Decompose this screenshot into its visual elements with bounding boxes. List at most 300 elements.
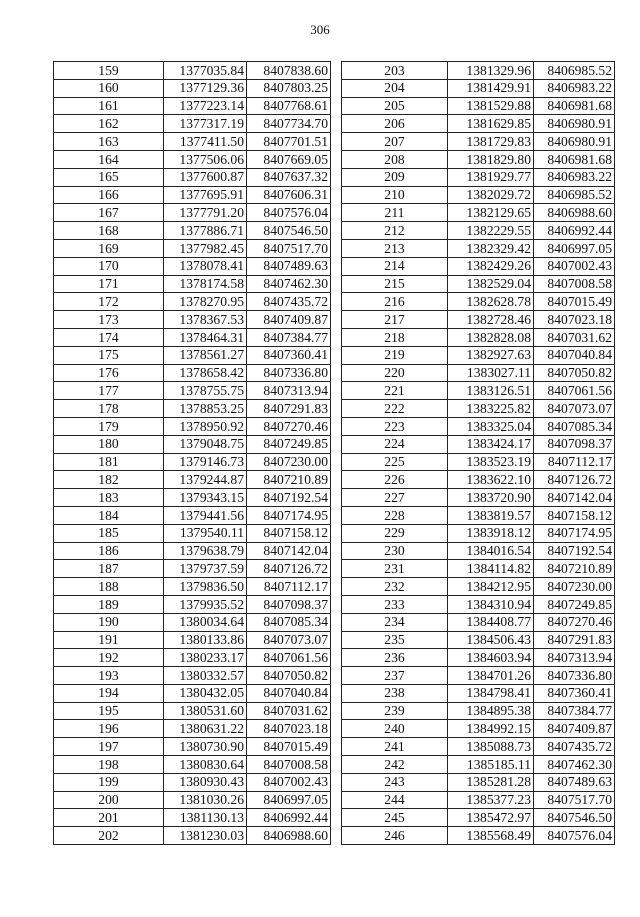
point-number-cell: 187 xyxy=(54,560,164,578)
table-row xyxy=(342,453,615,471)
x-coordinate-cell: 1377317.19 xyxy=(164,115,247,133)
x-coordinate-cell: 1378174.58 xyxy=(164,275,247,293)
y-coordinate-cell: 8407803.25 xyxy=(247,79,331,97)
point-number-cell: 159 xyxy=(54,62,164,80)
table-row xyxy=(342,222,615,240)
point-number-cell: 218 xyxy=(342,328,448,346)
point-number-cell: 223 xyxy=(342,417,448,435)
table-row xyxy=(54,720,331,738)
table-row xyxy=(54,809,331,827)
y-coordinate-cell: 8406988.60 xyxy=(534,204,615,222)
table-row xyxy=(342,578,615,596)
point-number-cell: 167 xyxy=(54,204,164,222)
y-coordinate-cell: 8407360.41 xyxy=(247,346,331,364)
x-coordinate-cell: 1382229.55 xyxy=(448,222,534,240)
table-row xyxy=(342,382,615,400)
table-row xyxy=(54,328,331,346)
table-row xyxy=(54,97,331,115)
y-coordinate-cell: 8407517.70 xyxy=(534,791,615,809)
x-coordinate-cell: 1382429.26 xyxy=(448,257,534,275)
y-coordinate-cell: 8407015.49 xyxy=(534,293,615,311)
coordinates-table-right-body xyxy=(342,62,615,845)
point-number-cell: 210 xyxy=(342,186,448,204)
point-number-cell: 179 xyxy=(54,417,164,435)
y-coordinate-cell: 8407085.34 xyxy=(247,613,331,631)
point-number-cell: 168 xyxy=(54,222,164,240)
y-coordinate-cell: 8407126.72 xyxy=(534,471,615,489)
table-row xyxy=(342,417,615,435)
x-coordinate-cell: 1385088.73 xyxy=(448,738,534,756)
point-number-cell: 235 xyxy=(342,631,448,649)
table-row xyxy=(342,186,615,204)
y-coordinate-cell: 8407073.07 xyxy=(534,400,615,418)
x-coordinate-cell: 1378658.42 xyxy=(164,364,247,382)
point-number-cell: 160 xyxy=(54,79,164,97)
y-coordinate-cell: 8407462.30 xyxy=(247,275,331,293)
point-number-cell: 203 xyxy=(342,62,448,80)
x-coordinate-cell: 1383523.19 xyxy=(448,453,534,471)
y-coordinate-cell: 8407734.70 xyxy=(247,115,331,133)
point-number-cell: 165 xyxy=(54,168,164,186)
y-coordinate-cell: 8407050.82 xyxy=(534,364,615,382)
point-number-cell: 183 xyxy=(54,489,164,507)
x-coordinate-cell: 1384798.41 xyxy=(448,684,534,702)
y-coordinate-cell: 8407192.54 xyxy=(534,542,615,560)
point-number-cell: 220 xyxy=(342,364,448,382)
point-number-cell: 195 xyxy=(54,702,164,720)
y-coordinate-cell: 8407230.00 xyxy=(247,453,331,471)
y-coordinate-cell: 8406981.68 xyxy=(534,150,615,168)
table-row xyxy=(342,702,615,720)
table-row xyxy=(54,684,331,702)
point-number-cell: 226 xyxy=(342,471,448,489)
y-coordinate-cell: 8407435.72 xyxy=(247,293,331,311)
y-coordinate-cell: 8407384.77 xyxy=(247,328,331,346)
y-coordinate-cell: 8407576.04 xyxy=(534,827,615,845)
table-row xyxy=(54,222,331,240)
x-coordinate-cell: 1380631.22 xyxy=(164,720,247,738)
table-row xyxy=(54,204,331,222)
y-coordinate-cell: 8407174.95 xyxy=(247,506,331,524)
table-row xyxy=(342,489,615,507)
table-row xyxy=(54,239,331,257)
x-coordinate-cell: 1378464.31 xyxy=(164,328,247,346)
table-row xyxy=(342,649,615,667)
point-number-cell: 184 xyxy=(54,506,164,524)
table-row xyxy=(342,133,615,151)
table-row xyxy=(54,311,331,329)
table-row xyxy=(342,667,615,685)
table-row xyxy=(54,453,331,471)
x-coordinate-cell: 1378853.25 xyxy=(164,400,247,418)
y-coordinate-cell: 8407462.30 xyxy=(534,756,615,774)
y-coordinate-cell: 8407002.43 xyxy=(247,773,331,791)
table-row xyxy=(54,542,331,560)
point-number-cell: 175 xyxy=(54,346,164,364)
point-number-cell: 180 xyxy=(54,435,164,453)
point-number-cell: 205 xyxy=(342,97,448,115)
point-number-cell: 162 xyxy=(54,115,164,133)
x-coordinate-cell: 1377506.06 xyxy=(164,150,247,168)
point-number-cell: 232 xyxy=(342,578,448,596)
x-coordinate-cell: 1380830.64 xyxy=(164,756,247,774)
table-row xyxy=(54,400,331,418)
x-coordinate-cell: 1379048.75 xyxy=(164,435,247,453)
y-coordinate-cell: 8406985.52 xyxy=(534,62,615,80)
x-coordinate-cell: 1384212.95 xyxy=(448,578,534,596)
y-coordinate-cell: 8407210.89 xyxy=(247,471,331,489)
y-coordinate-cell: 8407291.83 xyxy=(247,400,331,418)
table-row xyxy=(342,79,615,97)
y-coordinate-cell: 8407142.04 xyxy=(534,489,615,507)
y-coordinate-cell: 8407050.82 xyxy=(247,667,331,685)
y-coordinate-cell: 8407249.85 xyxy=(534,595,615,613)
point-number-cell: 176 xyxy=(54,364,164,382)
point-number-cell: 207 xyxy=(342,133,448,151)
table-row xyxy=(342,257,615,275)
x-coordinate-cell: 1378561.27 xyxy=(164,346,247,364)
x-coordinate-cell: 1380034.64 xyxy=(164,613,247,631)
table-row xyxy=(342,827,615,845)
table-row xyxy=(342,471,615,489)
x-coordinate-cell: 1381829.80 xyxy=(448,150,534,168)
point-number-cell: 188 xyxy=(54,578,164,596)
x-coordinate-cell: 1380332.57 xyxy=(164,667,247,685)
x-coordinate-cell: 1381729.83 xyxy=(448,133,534,151)
table-row xyxy=(342,631,615,649)
table-row xyxy=(54,62,331,80)
x-coordinate-cell: 1384016.54 xyxy=(448,542,534,560)
point-number-cell: 177 xyxy=(54,382,164,400)
table-row xyxy=(342,738,615,756)
point-number-cell: 245 xyxy=(342,809,448,827)
x-coordinate-cell: 1384506.43 xyxy=(448,631,534,649)
y-coordinate-cell: 8407158.12 xyxy=(534,506,615,524)
table-row xyxy=(54,133,331,151)
x-coordinate-cell: 1377695.91 xyxy=(164,186,247,204)
x-coordinate-cell: 1377600.87 xyxy=(164,168,247,186)
y-coordinate-cell: 8407313.94 xyxy=(247,382,331,400)
x-coordinate-cell: 1384408.77 xyxy=(448,613,534,631)
x-coordinate-cell: 1381130.13 xyxy=(164,809,247,827)
x-coordinate-cell: 1383325.04 xyxy=(448,417,534,435)
table-row xyxy=(54,79,331,97)
x-coordinate-cell: 1378367.53 xyxy=(164,311,247,329)
x-coordinate-cell: 1380233.17 xyxy=(164,649,247,667)
table-row xyxy=(54,649,331,667)
coordinates-table-right xyxy=(341,61,615,845)
y-coordinate-cell: 8407409.87 xyxy=(534,720,615,738)
point-number-cell: 246 xyxy=(342,827,448,845)
y-coordinate-cell: 8407015.49 xyxy=(247,738,331,756)
point-number-cell: 164 xyxy=(54,150,164,168)
x-coordinate-cell: 1382529.04 xyxy=(448,275,534,293)
point-number-cell: 202 xyxy=(54,827,164,845)
point-number-cell: 241 xyxy=(342,738,448,756)
point-number-cell: 224 xyxy=(342,435,448,453)
y-coordinate-cell: 8407360.41 xyxy=(534,684,615,702)
y-coordinate-cell: 8407040.84 xyxy=(247,684,331,702)
y-coordinate-cell: 8407158.12 xyxy=(247,524,331,542)
point-number-cell: 230 xyxy=(342,542,448,560)
x-coordinate-cell: 1381329.96 xyxy=(448,62,534,80)
table-row xyxy=(54,186,331,204)
point-number-cell: 217 xyxy=(342,311,448,329)
point-number-cell: 172 xyxy=(54,293,164,311)
table-row xyxy=(54,275,331,293)
y-coordinate-cell: 8407701.51 xyxy=(247,133,331,151)
x-coordinate-cell: 1377982.45 xyxy=(164,239,247,257)
y-coordinate-cell: 8407768.61 xyxy=(247,97,331,115)
table-row xyxy=(342,97,615,115)
table-row xyxy=(342,791,615,809)
x-coordinate-cell: 1380531.60 xyxy=(164,702,247,720)
point-number-cell: 225 xyxy=(342,453,448,471)
table-row xyxy=(342,150,615,168)
table-row xyxy=(54,115,331,133)
y-coordinate-cell: 8407112.17 xyxy=(534,453,615,471)
y-coordinate-cell: 8407546.50 xyxy=(534,809,615,827)
point-number-cell: 227 xyxy=(342,489,448,507)
x-coordinate-cell: 1385568.49 xyxy=(448,827,534,845)
x-coordinate-cell: 1379244.87 xyxy=(164,471,247,489)
point-number-cell: 209 xyxy=(342,168,448,186)
point-number-cell: 182 xyxy=(54,471,164,489)
table-row xyxy=(342,346,615,364)
y-coordinate-cell: 8406992.44 xyxy=(247,809,331,827)
x-coordinate-cell: 1384701.26 xyxy=(448,667,534,685)
point-number-cell: 229 xyxy=(342,524,448,542)
point-number-cell: 198 xyxy=(54,756,164,774)
x-coordinate-cell: 1383027.11 xyxy=(448,364,534,382)
y-coordinate-cell: 8407098.37 xyxy=(534,435,615,453)
point-number-cell: 238 xyxy=(342,684,448,702)
point-number-cell: 199 xyxy=(54,773,164,791)
table-row xyxy=(342,613,615,631)
table-row xyxy=(342,293,615,311)
y-coordinate-cell: 8407336.80 xyxy=(534,667,615,685)
y-coordinate-cell: 8407838.60 xyxy=(247,62,331,80)
x-coordinate-cell: 1385185.11 xyxy=(448,756,534,774)
x-coordinate-cell: 1380432.05 xyxy=(164,684,247,702)
y-coordinate-cell: 8407384.77 xyxy=(534,702,615,720)
x-coordinate-cell: 1382029.72 xyxy=(448,186,534,204)
x-coordinate-cell: 1384114.82 xyxy=(448,560,534,578)
point-number-cell: 234 xyxy=(342,613,448,631)
table-row xyxy=(342,720,615,738)
y-coordinate-cell: 8406983.22 xyxy=(534,168,615,186)
point-number-cell: 178 xyxy=(54,400,164,418)
x-coordinate-cell: 1381929.77 xyxy=(448,168,534,186)
point-number-cell: 242 xyxy=(342,756,448,774)
point-number-cell: 233 xyxy=(342,595,448,613)
x-coordinate-cell: 1379935.52 xyxy=(164,595,247,613)
x-coordinate-cell: 1379638.79 xyxy=(164,542,247,560)
table-row xyxy=(54,631,331,649)
point-number-cell: 192 xyxy=(54,649,164,667)
table-row xyxy=(342,364,615,382)
y-coordinate-cell: 8407192.54 xyxy=(247,489,331,507)
point-number-cell: 191 xyxy=(54,631,164,649)
table-row xyxy=(54,506,331,524)
y-coordinate-cell: 8407142.04 xyxy=(247,542,331,560)
point-number-cell: 240 xyxy=(342,720,448,738)
point-number-cell: 186 xyxy=(54,542,164,560)
point-number-cell: 174 xyxy=(54,328,164,346)
y-coordinate-cell: 8406997.05 xyxy=(247,791,331,809)
y-coordinate-cell: 8407517.70 xyxy=(247,239,331,257)
point-number-cell: 215 xyxy=(342,275,448,293)
x-coordinate-cell: 1383424.17 xyxy=(448,435,534,453)
y-coordinate-cell: 8407174.95 xyxy=(534,524,615,542)
x-coordinate-cell: 1382129.65 xyxy=(448,204,534,222)
point-number-cell: 204 xyxy=(342,79,448,97)
point-number-cell: 201 xyxy=(54,809,164,827)
point-number-cell: 236 xyxy=(342,649,448,667)
point-number-cell: 211 xyxy=(342,204,448,222)
x-coordinate-cell: 1383819.57 xyxy=(448,506,534,524)
y-coordinate-cell: 8407270.46 xyxy=(247,417,331,435)
y-coordinate-cell: 8406997.05 xyxy=(534,239,615,257)
x-coordinate-cell: 1377411.50 xyxy=(164,133,247,151)
point-number-cell: 190 xyxy=(54,613,164,631)
table-row xyxy=(54,293,331,311)
x-coordinate-cell: 1381529.88 xyxy=(448,97,534,115)
table-row xyxy=(54,756,331,774)
table-row xyxy=(342,524,615,542)
table-row xyxy=(54,560,331,578)
table-row xyxy=(342,756,615,774)
coordinates-table-left xyxy=(53,61,331,845)
y-coordinate-cell: 8407546.50 xyxy=(247,222,331,240)
table-row xyxy=(54,346,331,364)
table-row xyxy=(342,809,615,827)
x-coordinate-cell: 1379441.56 xyxy=(164,506,247,524)
table-row xyxy=(54,150,331,168)
y-coordinate-cell: 8407637.32 xyxy=(247,168,331,186)
point-number-cell: 166 xyxy=(54,186,164,204)
y-coordinate-cell: 8407126.72 xyxy=(247,560,331,578)
x-coordinate-cell: 1384310.94 xyxy=(448,595,534,613)
table-row xyxy=(54,702,331,720)
y-coordinate-cell: 8406983.22 xyxy=(534,79,615,97)
x-coordinate-cell: 1380930.43 xyxy=(164,773,247,791)
y-coordinate-cell: 8407031.62 xyxy=(247,702,331,720)
y-coordinate-cell: 8407061.56 xyxy=(247,649,331,667)
x-coordinate-cell: 1384992.15 xyxy=(448,720,534,738)
point-number-cell: 194 xyxy=(54,684,164,702)
y-coordinate-cell: 8407576.04 xyxy=(247,204,331,222)
table-row xyxy=(54,257,331,275)
coordinates-table-left-body xyxy=(54,62,331,845)
point-number-cell: 221 xyxy=(342,382,448,400)
table-row xyxy=(54,791,331,809)
table-row xyxy=(54,364,331,382)
point-number-cell: 173 xyxy=(54,311,164,329)
point-number-cell: 170 xyxy=(54,257,164,275)
table-row xyxy=(342,400,615,418)
point-number-cell: 228 xyxy=(342,506,448,524)
x-coordinate-cell: 1378270.95 xyxy=(164,293,247,311)
point-number-cell: 222 xyxy=(342,400,448,418)
table-row xyxy=(342,560,615,578)
point-number-cell: 237 xyxy=(342,667,448,685)
x-coordinate-cell: 1382329.42 xyxy=(448,239,534,257)
table-row xyxy=(54,738,331,756)
y-coordinate-cell: 8407023.18 xyxy=(247,720,331,738)
point-number-cell: 169 xyxy=(54,239,164,257)
y-coordinate-cell: 8406980.91 xyxy=(534,133,615,151)
x-coordinate-cell: 1382628.78 xyxy=(448,293,534,311)
y-coordinate-cell: 8407073.07 xyxy=(247,631,331,649)
x-coordinate-cell: 1377886.71 xyxy=(164,222,247,240)
x-coordinate-cell: 1378755.75 xyxy=(164,382,247,400)
table-row xyxy=(54,827,331,845)
table-row xyxy=(342,595,615,613)
y-coordinate-cell: 8407230.00 xyxy=(534,578,615,596)
point-number-cell: 185 xyxy=(54,524,164,542)
y-coordinate-cell: 8407313.94 xyxy=(534,649,615,667)
table-row xyxy=(54,417,331,435)
point-number-cell: 219 xyxy=(342,346,448,364)
point-number-cell: 213 xyxy=(342,239,448,257)
y-coordinate-cell: 8407606.31 xyxy=(247,186,331,204)
y-coordinate-cell: 8407031.62 xyxy=(534,328,615,346)
table-row xyxy=(54,524,331,542)
y-coordinate-cell: 8407435.72 xyxy=(534,738,615,756)
table-row xyxy=(342,684,615,702)
point-number-cell: 212 xyxy=(342,222,448,240)
table-row xyxy=(342,435,615,453)
y-coordinate-cell: 8406980.91 xyxy=(534,115,615,133)
point-number-cell: 181 xyxy=(54,453,164,471)
y-coordinate-cell: 8407270.46 xyxy=(534,613,615,631)
table-row xyxy=(54,168,331,186)
y-coordinate-cell: 8407023.18 xyxy=(534,311,615,329)
point-number-cell: 244 xyxy=(342,791,448,809)
y-coordinate-cell: 8407249.85 xyxy=(247,435,331,453)
table-row xyxy=(54,595,331,613)
y-coordinate-cell: 8407291.83 xyxy=(534,631,615,649)
y-coordinate-cell: 8407409.87 xyxy=(247,311,331,329)
point-number-cell: 196 xyxy=(54,720,164,738)
x-coordinate-cell: 1377129.36 xyxy=(164,79,247,97)
y-coordinate-cell: 8407489.63 xyxy=(534,773,615,791)
x-coordinate-cell: 1379737.59 xyxy=(164,560,247,578)
point-number-cell: 161 xyxy=(54,97,164,115)
point-number-cell: 200 xyxy=(54,791,164,809)
x-coordinate-cell: 1384895.38 xyxy=(448,702,534,720)
point-number-cell: 163 xyxy=(54,133,164,151)
page-number: 306 xyxy=(310,22,330,37)
x-coordinate-cell: 1378950.92 xyxy=(164,417,247,435)
x-coordinate-cell: 1385472.97 xyxy=(448,809,534,827)
y-coordinate-cell: 8406992.44 xyxy=(534,222,615,240)
point-number-cell: 171 xyxy=(54,275,164,293)
table-row xyxy=(342,115,615,133)
point-number-cell: 208 xyxy=(342,150,448,168)
point-number-cell: 239 xyxy=(342,702,448,720)
y-coordinate-cell: 8407002.43 xyxy=(534,257,615,275)
y-coordinate-cell: 8407669.05 xyxy=(247,150,331,168)
x-coordinate-cell: 1379146.73 xyxy=(164,453,247,471)
table-row xyxy=(342,239,615,257)
y-coordinate-cell: 8407040.84 xyxy=(534,346,615,364)
y-coordinate-cell: 8406988.60 xyxy=(247,827,331,845)
x-coordinate-cell: 1377791.20 xyxy=(164,204,247,222)
table-row xyxy=(342,168,615,186)
point-number-cell: 243 xyxy=(342,773,448,791)
